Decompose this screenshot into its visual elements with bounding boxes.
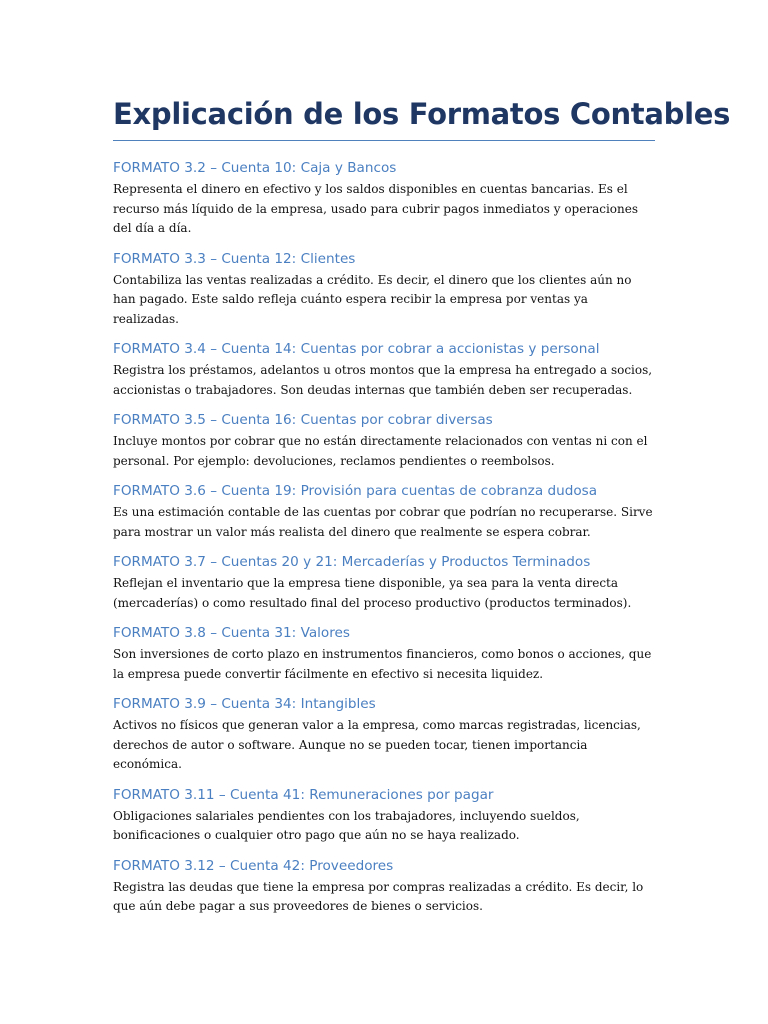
section-heading: FORMATO 3.9 – Cuenta 34: Intangibles bbox=[113, 696, 376, 712]
section-formato-3-8 bbox=[113, 623, 655, 684]
section-text: Contabiliza las ventas realizadas a crédito. Es decir, el dinero que los clientes aún no han pagado. Este saldo refleja cuánto espera recibir la empresa por ventas ya realizadas. bbox=[113, 272, 632, 326]
section-formato-3-9 bbox=[113, 694, 655, 775]
section-formato-3-12 bbox=[113, 856, 655, 917]
section-text: Activos no físicos que generan valor a la empresa, como marcas registradas, licencias, derechos de autor o software. Aunque no se pueden tocar, tienen importancia económica. bbox=[113, 718, 641, 771]
section-heading: FORMATO 3.7 – Cuentas 20 y 21: Mercaderías y Productos Terminados bbox=[113, 554, 591, 570]
section-text: Registra los préstamos, adelantos u otros montos que la empresa ha entregado a socios, accionistas o trabajadores. Son deudas internas que también deben ser recuperadas. bbox=[113, 363, 653, 397]
section-formato-3-11 bbox=[113, 785, 655, 846]
section-heading: FORMATO 3.4 – Cuenta 14: Cuentas por cobrar a accionistas y personal bbox=[113, 341, 600, 357]
section-formato-3-5 bbox=[113, 410, 655, 471]
section-heading: FORMATO 3.2 – Cuenta 10: Caja y Bancos bbox=[113, 160, 397, 176]
section-text: Representa el dinero en efectivo y los saldos disponibles en cuentas bancarias. Es el recurso más líquido de la empresa, usado para cubrir pagos inmediatos y operaciones del día a día. bbox=[113, 182, 638, 235]
section-formato-3-2 bbox=[113, 158, 655, 239]
section-formato-3-6 bbox=[113, 481, 655, 542]
section-text: Registra las deudas que tiene la empresa por compras realizadas a crédito. Es decir, lo que aún debe pagar a sus proveedores de bienes o servicios. bbox=[113, 879, 644, 913]
title-underline bbox=[113, 140, 655, 141]
section-text: Obligaciones salariales pendientes con los trabajadores, incluyendo sueldos, bonificaciones o cualquier otro pago que aún no se haya realizado. bbox=[113, 808, 580, 842]
section-text: Reflejan el inventario que la empresa tiene disponible, ya sea para la venta directa (mercaderías) o como resultado final del proceso productivo (productos terminados). bbox=[113, 576, 632, 610]
section-formato-3-3 bbox=[113, 249, 655, 330]
document-page bbox=[113, 94, 731, 927]
section-formato-3-4 bbox=[113, 339, 655, 400]
section-formato-3-7 bbox=[113, 552, 655, 613]
section-text: Son inversiones de corto plazo en instrumentos financieros, como bonos o acciones, que la empresa puede convertir fácilmente en efectivo si necesita liquidez. bbox=[113, 647, 652, 681]
section-heading: FORMATO 3.5 – Cuenta 16: Cuentas por cobrar diversas bbox=[113, 412, 493, 428]
section-heading: FORMATO 3.8 – Cuenta 31: Valores bbox=[113, 625, 350, 641]
section-text: Es una estimación contable de las cuentas por cobrar que podrían no recuperarse. Sirve para mostrar un valor más realista del dinero que realmente se espera cobrar. bbox=[113, 505, 653, 539]
section-heading: FORMATO 3.6 – Cuenta 19: Provisión para cuentas de cobranza dudosa bbox=[113, 483, 598, 499]
section-text: Incluye montos por cobrar que no están directamente relacionados con ventas ni con el personal. Por ejemplo: devoluciones, reclamos pendientes o reembolsos. bbox=[113, 434, 648, 468]
section-heading: FORMATO 3.3 – Cuenta 12: Clientes bbox=[113, 250, 356, 267]
section-heading: FORMATO 3.11 – Cuenta 41: Remuneraciones por pagar bbox=[113, 786, 494, 803]
document-title: Explicación de los Formatos Contables bbox=[113, 97, 731, 131]
section-heading: FORMATO 3.12 – Cuenta 42: Proveedores bbox=[113, 857, 394, 874]
